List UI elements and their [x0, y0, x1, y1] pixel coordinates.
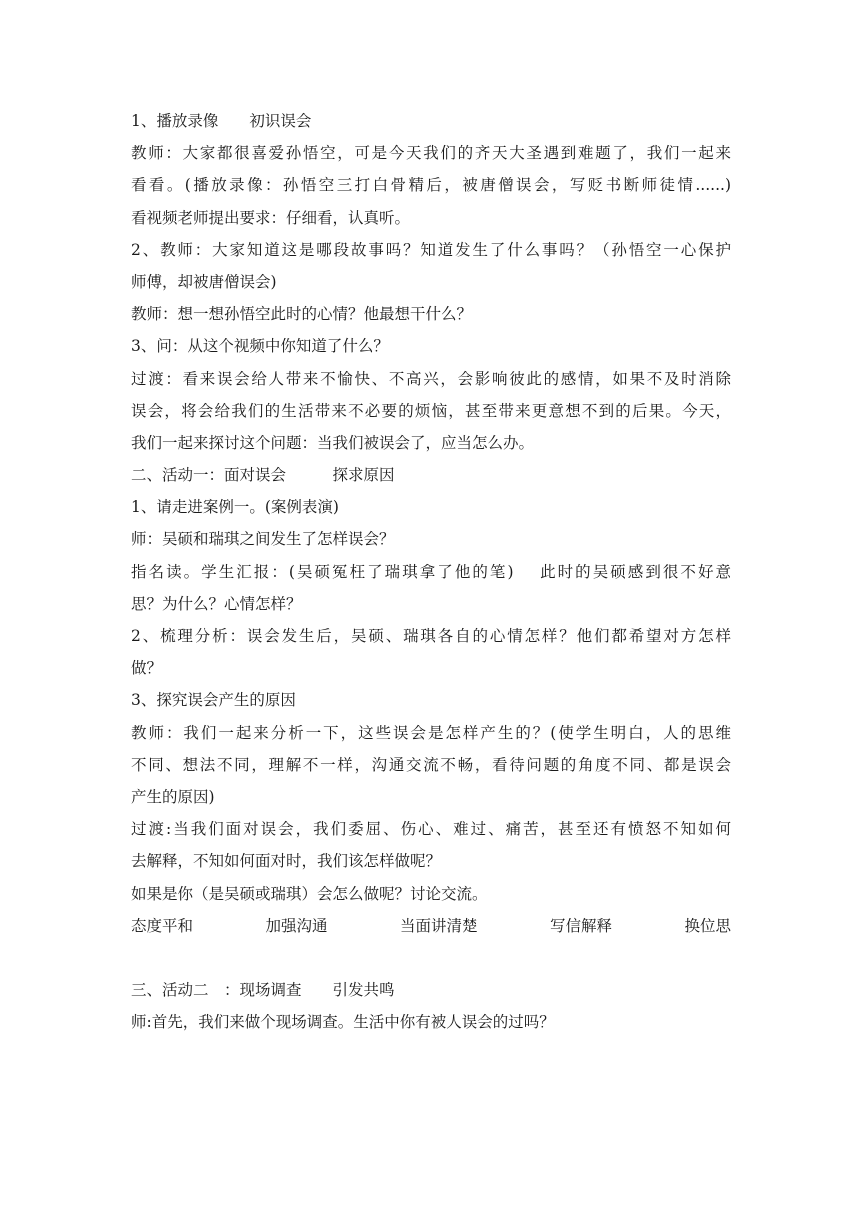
paragraph-line: 2、教师：大家知道这是哪段故事吗？知道发生了什么事吗？（孙悟空一心保护	[131, 240, 731, 259]
paragraph-line: 指名读。学生汇报：(吴硕冤枉了瑞琪拿了他的笔) 此时的吴硕感到很不好意	[131, 562, 731, 581]
paragraph-line: 3、问：从这个视频中你知道了什么？	[131, 337, 389, 356]
paragraph-line: 师傅，却被唐僧误会)	[131, 272, 277, 291]
paragraph-line: 3、探究误会产生的原因	[131, 691, 296, 710]
paragraph-line: 误会，将会给我们的生活带来不必要的烦恼，甚至带来更意想不到的后果。今天，	[131, 401, 731, 420]
options-row	[131, 910, 731, 942]
paragraph-line: 不同、想法不同，理解不一样，沟通交流不畅，看待问题的角度不同、都是误会	[131, 755, 731, 774]
paragraph-line: 教师：我们一起来分析一下，这些误会是怎样产生的？(使学生明白，人的思维	[131, 723, 731, 742]
paragraph-line: 看视频老师提出要求：仔细看，认真听。	[131, 208, 411, 227]
paragraph-line: 师:首先，我们来做个现场调查。生活中你有被人误会的过吗？	[131, 1013, 555, 1032]
paragraph-line: 师：吴硕和瑞琪之间发生了怎样误会？	[131, 530, 395, 549]
paragraph-line: 看看。(播放录像：孙悟空三打白骨精后，被唐僧误会，写贬书断师徒情......)	[131, 176, 731, 195]
option-item: 加强沟通	[265, 916, 328, 935]
heading-activity-one: 二、活动一：面对误会 探求原因	[131, 466, 395, 485]
paragraph-line: 过渡：看来误会给人带来不愉快、不高兴，会影响彼此的感情，如果不及时消除	[131, 369, 731, 388]
option-item: 写信解释	[549, 916, 612, 935]
paragraph-line: 思？为什么？心情怎样？	[131, 594, 302, 613]
paragraph-line: 1、请走进案例一。(案例表演)	[131, 498, 339, 517]
heading-activity-two: 三、活动二 ：现场调查 引发共鸣	[131, 981, 395, 1000]
paragraph-line: 教师：大家都很喜爱孙悟空，可是今天我们的齐天大圣遇到难题了，我们一起来	[131, 144, 731, 163]
document-body	[131, 105, 731, 1038]
heading-play-video: 1、播放录像 初识误会	[131, 112, 312, 130]
paragraph-line: 去解释，不知如何面对时，我们该怎样做呢？	[131, 852, 442, 871]
paragraph-line: 如果是你（是吴硕或瑞琪）会怎么做呢？讨论交流。	[131, 884, 488, 903]
paragraph-line: 做？	[131, 659, 163, 678]
paragraph-line: 我们一起来探讨这个问题：当我们被误会了，应当怎么办。	[131, 433, 535, 452]
paragraph-line: 过渡:当我们面对误会，我们委屈、伤心、难过、痛苦，甚至还有愤怒不知如何	[131, 820, 731, 839]
paragraph-line: 产生的原因)	[131, 787, 215, 806]
options-row	[131, 942, 731, 974]
option-item: 态度平和	[131, 916, 194, 935]
option-item: 换位思	[684, 916, 731, 935]
paragraph-line: 2、梳理分析：误会发生后，吴硕、瑞琪各自的心情怎样？他们都希望对方怎样	[131, 627, 731, 645]
paragraph-line: 教师：想一想孙悟空此时的心情？他最想干什么？	[131, 305, 473, 324]
option-item: 当面讲清楚	[399, 916, 478, 935]
